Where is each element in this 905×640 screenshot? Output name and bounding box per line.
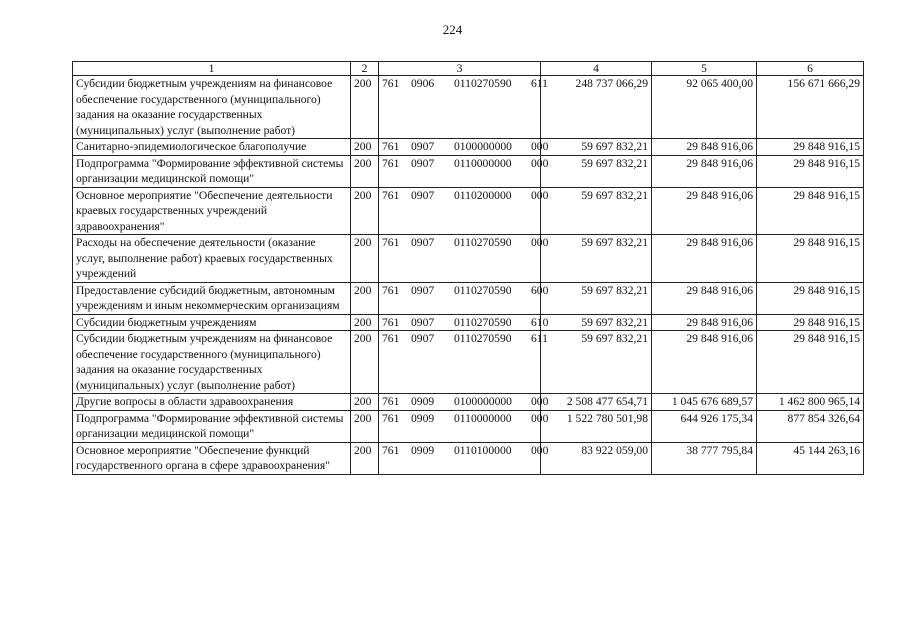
row-col2-cell: 200 <box>351 331 379 394</box>
section-code: 0906 <box>411 77 435 90</box>
row-value-col6: 156 671 666,29 <box>757 76 864 139</box>
row-value-col6: 29 848 916,15 <box>757 139 864 156</box>
section-code: 0909 <box>411 411 435 425</box>
table-row <box>73 442 864 474</box>
budget-table <box>72 61 864 475</box>
row-value-col5: 92 065 400,00 <box>652 76 757 139</box>
grbs-code: 761 <box>382 283 400 297</box>
section-code: 0909 <box>411 395 435 408</box>
row-col2-cell: 200 <box>351 139 379 156</box>
row-col2-cell: 200 <box>351 314 379 331</box>
row-value-col5: 38 777 795,84 <box>652 442 757 474</box>
vr-code: 610 <box>531 315 549 329</box>
row-col2-cell: 200 <box>351 76 379 139</box>
header-cell: 1 <box>73 62 351 76</box>
row-name-cell: Субсидии бюджетным учреждениям на финансовое обеспечение государственного (муниципального) задания на оказание государственных (муниципальных) услуг (выполнение работ) <box>73 76 351 139</box>
row-code-cell <box>379 314 549 331</box>
grbs-code: 761 <box>382 188 400 202</box>
csr-code: 0110270590 <box>454 283 512 297</box>
header-cell: 2 <box>351 62 379 76</box>
row-code-cell <box>379 155 549 187</box>
row-col2-cell: 200 <box>351 187 379 235</box>
row-code-cell <box>379 410 549 442</box>
row-name-cell: Санитарно-эпидемиологическое благополучие <box>73 139 351 156</box>
table-row <box>73 155 864 187</box>
row-value-col5: 29 848 916,06 <box>652 139 757 156</box>
row-col2-cell: 200 <box>351 394 379 411</box>
row-col2-cell: 200 <box>351 235 379 283</box>
row-value-col5: 29 848 916,06 <box>652 314 757 331</box>
row-col2-cell: 200 <box>351 282 379 314</box>
row-name-cell: Основное мероприятие "Обеспечение деятельности краевых государственных учреждений здравоохранения" <box>73 187 351 235</box>
csr-code: 0110000000 <box>454 156 512 170</box>
table-row <box>73 139 864 156</box>
row-name-cell: Субсидии бюджетным учреждениям на финансовое обеспечение государственного (муниципального) задания на оказание государственных (муниципальных) услуг (выполнение работ) <box>73 331 351 394</box>
row-col2-cell: 200 <box>351 155 379 187</box>
header-cell: 6 <box>757 62 864 76</box>
table-header <box>73 62 864 76</box>
row-name-cell: Субсидии бюджетным учреждениям <box>73 314 351 331</box>
row-name-cell: Другие вопросы в области здравоохранения <box>73 394 351 411</box>
csr-code: 0110270590 <box>454 332 512 345</box>
row-code-cell <box>379 282 549 314</box>
row-name-cell: Расходы на обеспечение деятельности (оказание услуг, выполнение работ) краевых государственных учреждений <box>73 235 351 283</box>
row-value-col6: 1 462 800 965,14 <box>757 394 864 411</box>
row-value-col6: 45 144 263,16 <box>757 442 864 474</box>
row-value-col5: 29 848 916,06 <box>652 282 757 314</box>
row-value-col6: 29 848 916,15 <box>757 235 864 283</box>
section-code: 0909 <box>411 443 435 457</box>
row-value-col5: 29 848 916,06 <box>652 155 757 187</box>
row-value-col5: 1 045 676 689,57 <box>652 394 757 411</box>
vr-code: 000 <box>531 443 549 457</box>
row-value-col5: 29 848 916,06 <box>652 235 757 283</box>
table-row <box>73 394 864 411</box>
table-row <box>73 76 864 139</box>
grbs-code: 761 <box>382 236 400 249</box>
csr-code: 0100000000 <box>454 395 512 408</box>
table-row <box>73 410 864 442</box>
section-code: 0907 <box>411 188 435 202</box>
row-col2-cell: 200 <box>351 442 379 474</box>
header-cell: 3 <box>379 62 541 76</box>
vr-code: 000 <box>531 236 549 249</box>
page-number: 224 <box>442 22 463 37</box>
row-name-cell: Подпрограмма "Формирование эффективной системы организации медицинской помощи" <box>73 410 351 442</box>
row-value-col4: 59 697 832,21 <box>541 314 652 331</box>
row-value-col6: 877 854 326,64 <box>757 410 864 442</box>
csr-code: 0100000000 <box>454 140 512 153</box>
vr-code: 000 <box>531 395 549 408</box>
grbs-code: 761 <box>382 77 400 90</box>
section-code: 0907 <box>411 236 435 249</box>
grbs-code: 761 <box>382 395 400 408</box>
table-row <box>73 282 864 314</box>
grbs-code: 761 <box>382 140 400 153</box>
header-cell: 4 <box>541 62 652 76</box>
grbs-code: 761 <box>382 332 400 345</box>
row-code-cell <box>379 187 549 235</box>
row-value-col4: 59 697 832,21 <box>541 282 652 314</box>
row-value-col4: 59 697 832,21 <box>541 187 652 235</box>
row-value-col6: 29 848 916,15 <box>757 155 864 187</box>
row-code-cell <box>379 331 548 394</box>
section-code: 0907 <box>411 315 435 329</box>
section-code: 0907 <box>411 283 435 297</box>
vr-code: 611 <box>531 332 548 345</box>
table-row <box>73 235 864 283</box>
row-code-cell <box>379 76 548 139</box>
csr-code: 0110270590 <box>454 77 512 90</box>
section-code: 0907 <box>411 140 435 153</box>
grbs-code: 761 <box>382 315 400 329</box>
vr-code: 600 <box>531 283 549 297</box>
row-name-cell: Подпрограмма "Формирование эффективной системы организации медицинской помощи" <box>73 155 351 187</box>
row-value-col4: 59 697 832,21 <box>541 139 652 156</box>
vr-code: 000 <box>531 156 549 170</box>
row-name-cell: Предоставление субсидий бюджетным, автономным учреждениям и иным некоммерческим организациям <box>73 282 351 314</box>
csr-code: 0110270590 <box>454 236 512 249</box>
row-value-col4: 2 508 477 654,71 <box>541 394 652 411</box>
row-code-cell <box>379 394 549 411</box>
section-code: 0907 <box>411 156 435 170</box>
vr-code: 000 <box>531 188 549 202</box>
csr-code: 0110000000 <box>454 411 512 425</box>
row-value-col4: 83 922 059,00 <box>541 442 652 474</box>
header-cell: 5 <box>652 62 757 76</box>
vr-code: 000 <box>531 140 549 153</box>
csr-code: 0110270590 <box>454 315 512 329</box>
row-value-col6: 29 848 916,15 <box>757 187 864 235</box>
row-value-col4: 59 697 832,21 <box>541 331 652 394</box>
grbs-code: 761 <box>382 411 400 425</box>
row-value-col5: 644 926 175,34 <box>652 410 757 442</box>
row-value-col5: 29 848 916,06 <box>652 331 757 394</box>
row-name-cell: Основное мероприятие "Обеспечение функций государственного органа в сфере здравоохранения" <box>73 442 351 474</box>
table-row <box>73 187 864 235</box>
row-value-col4: 248 737 066,29 <box>541 76 652 139</box>
row-value-col4: 59 697 832,21 <box>541 235 652 283</box>
section-code: 0907 <box>411 332 435 345</box>
table-row <box>73 331 864 394</box>
row-value-col6: 29 848 916,15 <box>757 314 864 331</box>
row-code-cell <box>379 442 549 474</box>
row-value-col5: 29 848 916,06 <box>652 187 757 235</box>
row-value-col6: 29 848 916,15 <box>757 282 864 314</box>
row-value-col4: 59 697 832,21 <box>541 155 652 187</box>
row-code-cell <box>379 235 549 283</box>
row-col2-cell: 200 <box>351 410 379 442</box>
row-value-col4: 1 522 780 501,98 <box>541 410 652 442</box>
grbs-code: 761 <box>382 443 400 457</box>
grbs-code: 761 <box>382 156 400 170</box>
csr-code: 0110100000 <box>454 443 512 457</box>
row-code-cell <box>379 139 549 156</box>
table-body <box>73 76 864 475</box>
vr-code: 611 <box>531 77 548 90</box>
table-row <box>73 314 864 331</box>
csr-code: 0110200000 <box>454 188 512 202</box>
vr-code: 000 <box>531 411 549 425</box>
row-value-col6: 29 848 916,15 <box>757 331 864 394</box>
